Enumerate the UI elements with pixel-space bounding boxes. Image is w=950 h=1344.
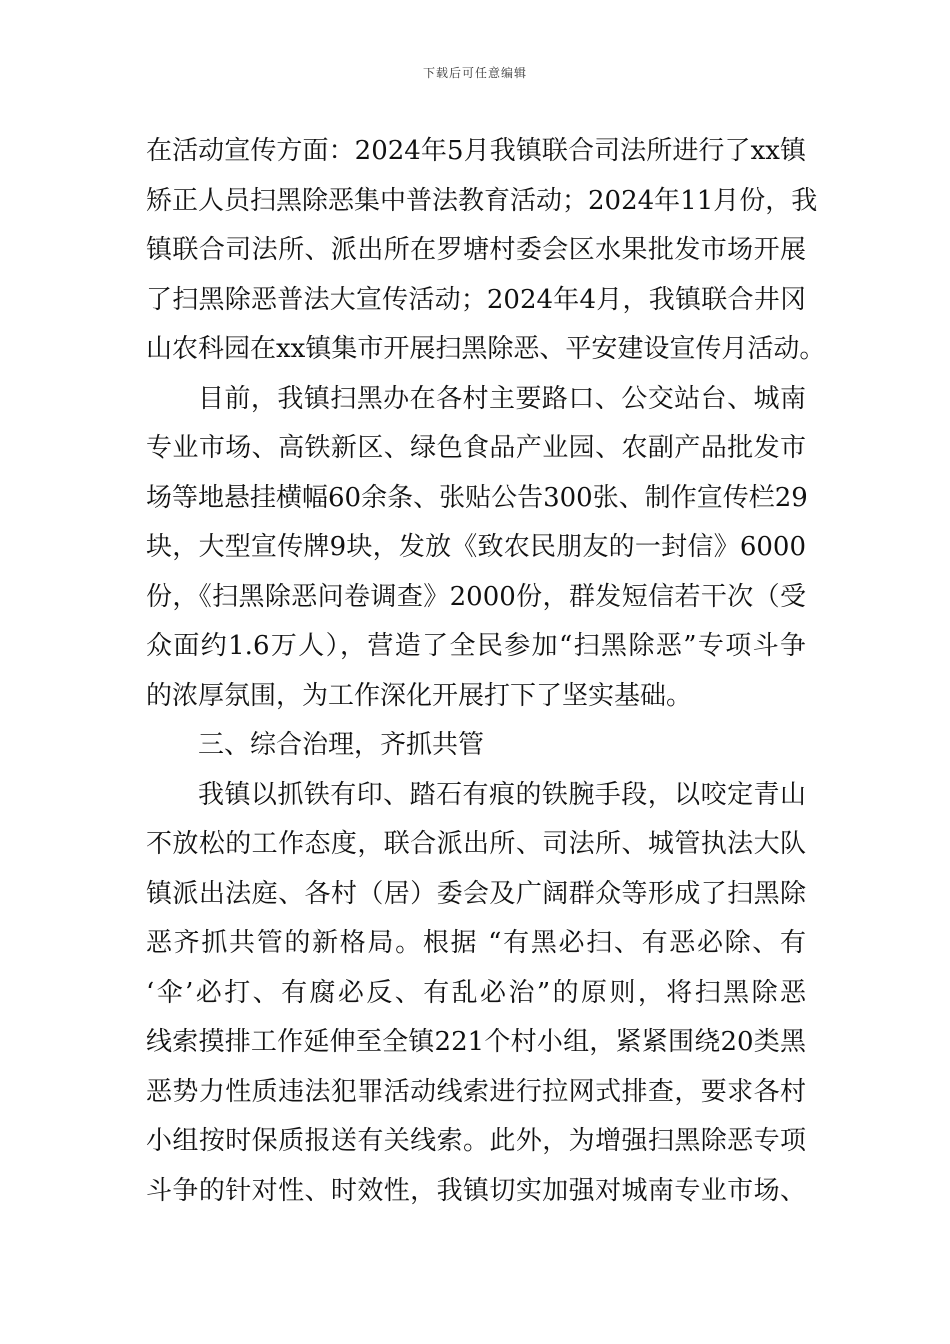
text-line: 镇派出法庭、各村（居）委会及广阔群众等形成了扫黑除 xyxy=(146,878,806,909)
text-line: 小组按时保质报送有关线索。此外，为增强扫黑除恶专项 xyxy=(146,1126,806,1156)
text-line: 我镇以抓铁有印、踏石有痕的铁腕手段，以咬定青山 xyxy=(198,779,806,810)
text-line: 恶齐抓共管的新格局。根据 “有黑必扫、有恶必除、有 xyxy=(146,928,806,958)
paragraph-comprehensive-governance xyxy=(146,771,806,1217)
text-line: 专业市场、高铁新区、绿色食品产业园、农副产品批发市 xyxy=(146,433,806,463)
text-line: 众面约1.6万人），营造了全民参加“扫黑除恶”专项斗争 xyxy=(146,631,806,661)
text-line: ‘伞’必打、有腐必反、有乱必治”的原则，将扫黑除恶 xyxy=(146,977,806,1008)
text-line: 场等地悬挂横幅60余条、张贴公告300张、制作宣传栏29 xyxy=(146,482,808,513)
section-heading-text: 三、综合治理，齐抓共管 xyxy=(198,730,485,760)
document-body xyxy=(146,127,826,1216)
text-line: 恶势力性质违法犯罪活动线索进行拉网式排查，要求各村 xyxy=(146,1076,806,1107)
text-line: 在活动宣传方面：2024年5月我镇联合司法所进行了xx镇 xyxy=(146,136,806,166)
paragraph-current-publicity xyxy=(146,375,806,722)
text-line: 份，《扫黑除恶问卷调查》2000份，群发短信若干次（受 xyxy=(146,581,806,612)
text-line: 镇联合司法所、派出所在罗塘村委会区水果批发市场开展 xyxy=(146,235,806,265)
page-header: 下载后可任意编辑 xyxy=(422,66,527,80)
section-heading xyxy=(146,721,806,771)
text-line: 矫正人员扫黑除恶集中普法教育活动；2024年11月份，我 xyxy=(146,185,818,216)
text-line: 的浓厚氛围，为工作深化开展打下了坚实基础。 xyxy=(146,680,693,711)
text-line: 山农科园在xx镇集市开展扫黑除恶、平安建设宣传月活动。 xyxy=(146,334,826,364)
text-line: 了扫黑除恶普法大宣传活动；2024年4月，我镇联合井冈 xyxy=(146,284,806,315)
paragraph-publicity-activities xyxy=(146,127,826,375)
text-line: 目前，我镇扫黑办在各村主要路口、公交站台、城南 xyxy=(198,383,806,414)
text-line: 块，大型宣传牌9块，发放《致农民朋友的一封信》6000 xyxy=(146,532,806,562)
text-line: 线索摸排工作延伸至全镇221个村小组，紧紧围绕20类黑 xyxy=(146,1027,806,1057)
text-line: 不放松的工作态度，联合派出所、司法所、城管执法大队 xyxy=(146,829,806,859)
text-line: 斗争的针对性、时效性，我镇切实加强对城南专业市场、 xyxy=(146,1175,806,1206)
